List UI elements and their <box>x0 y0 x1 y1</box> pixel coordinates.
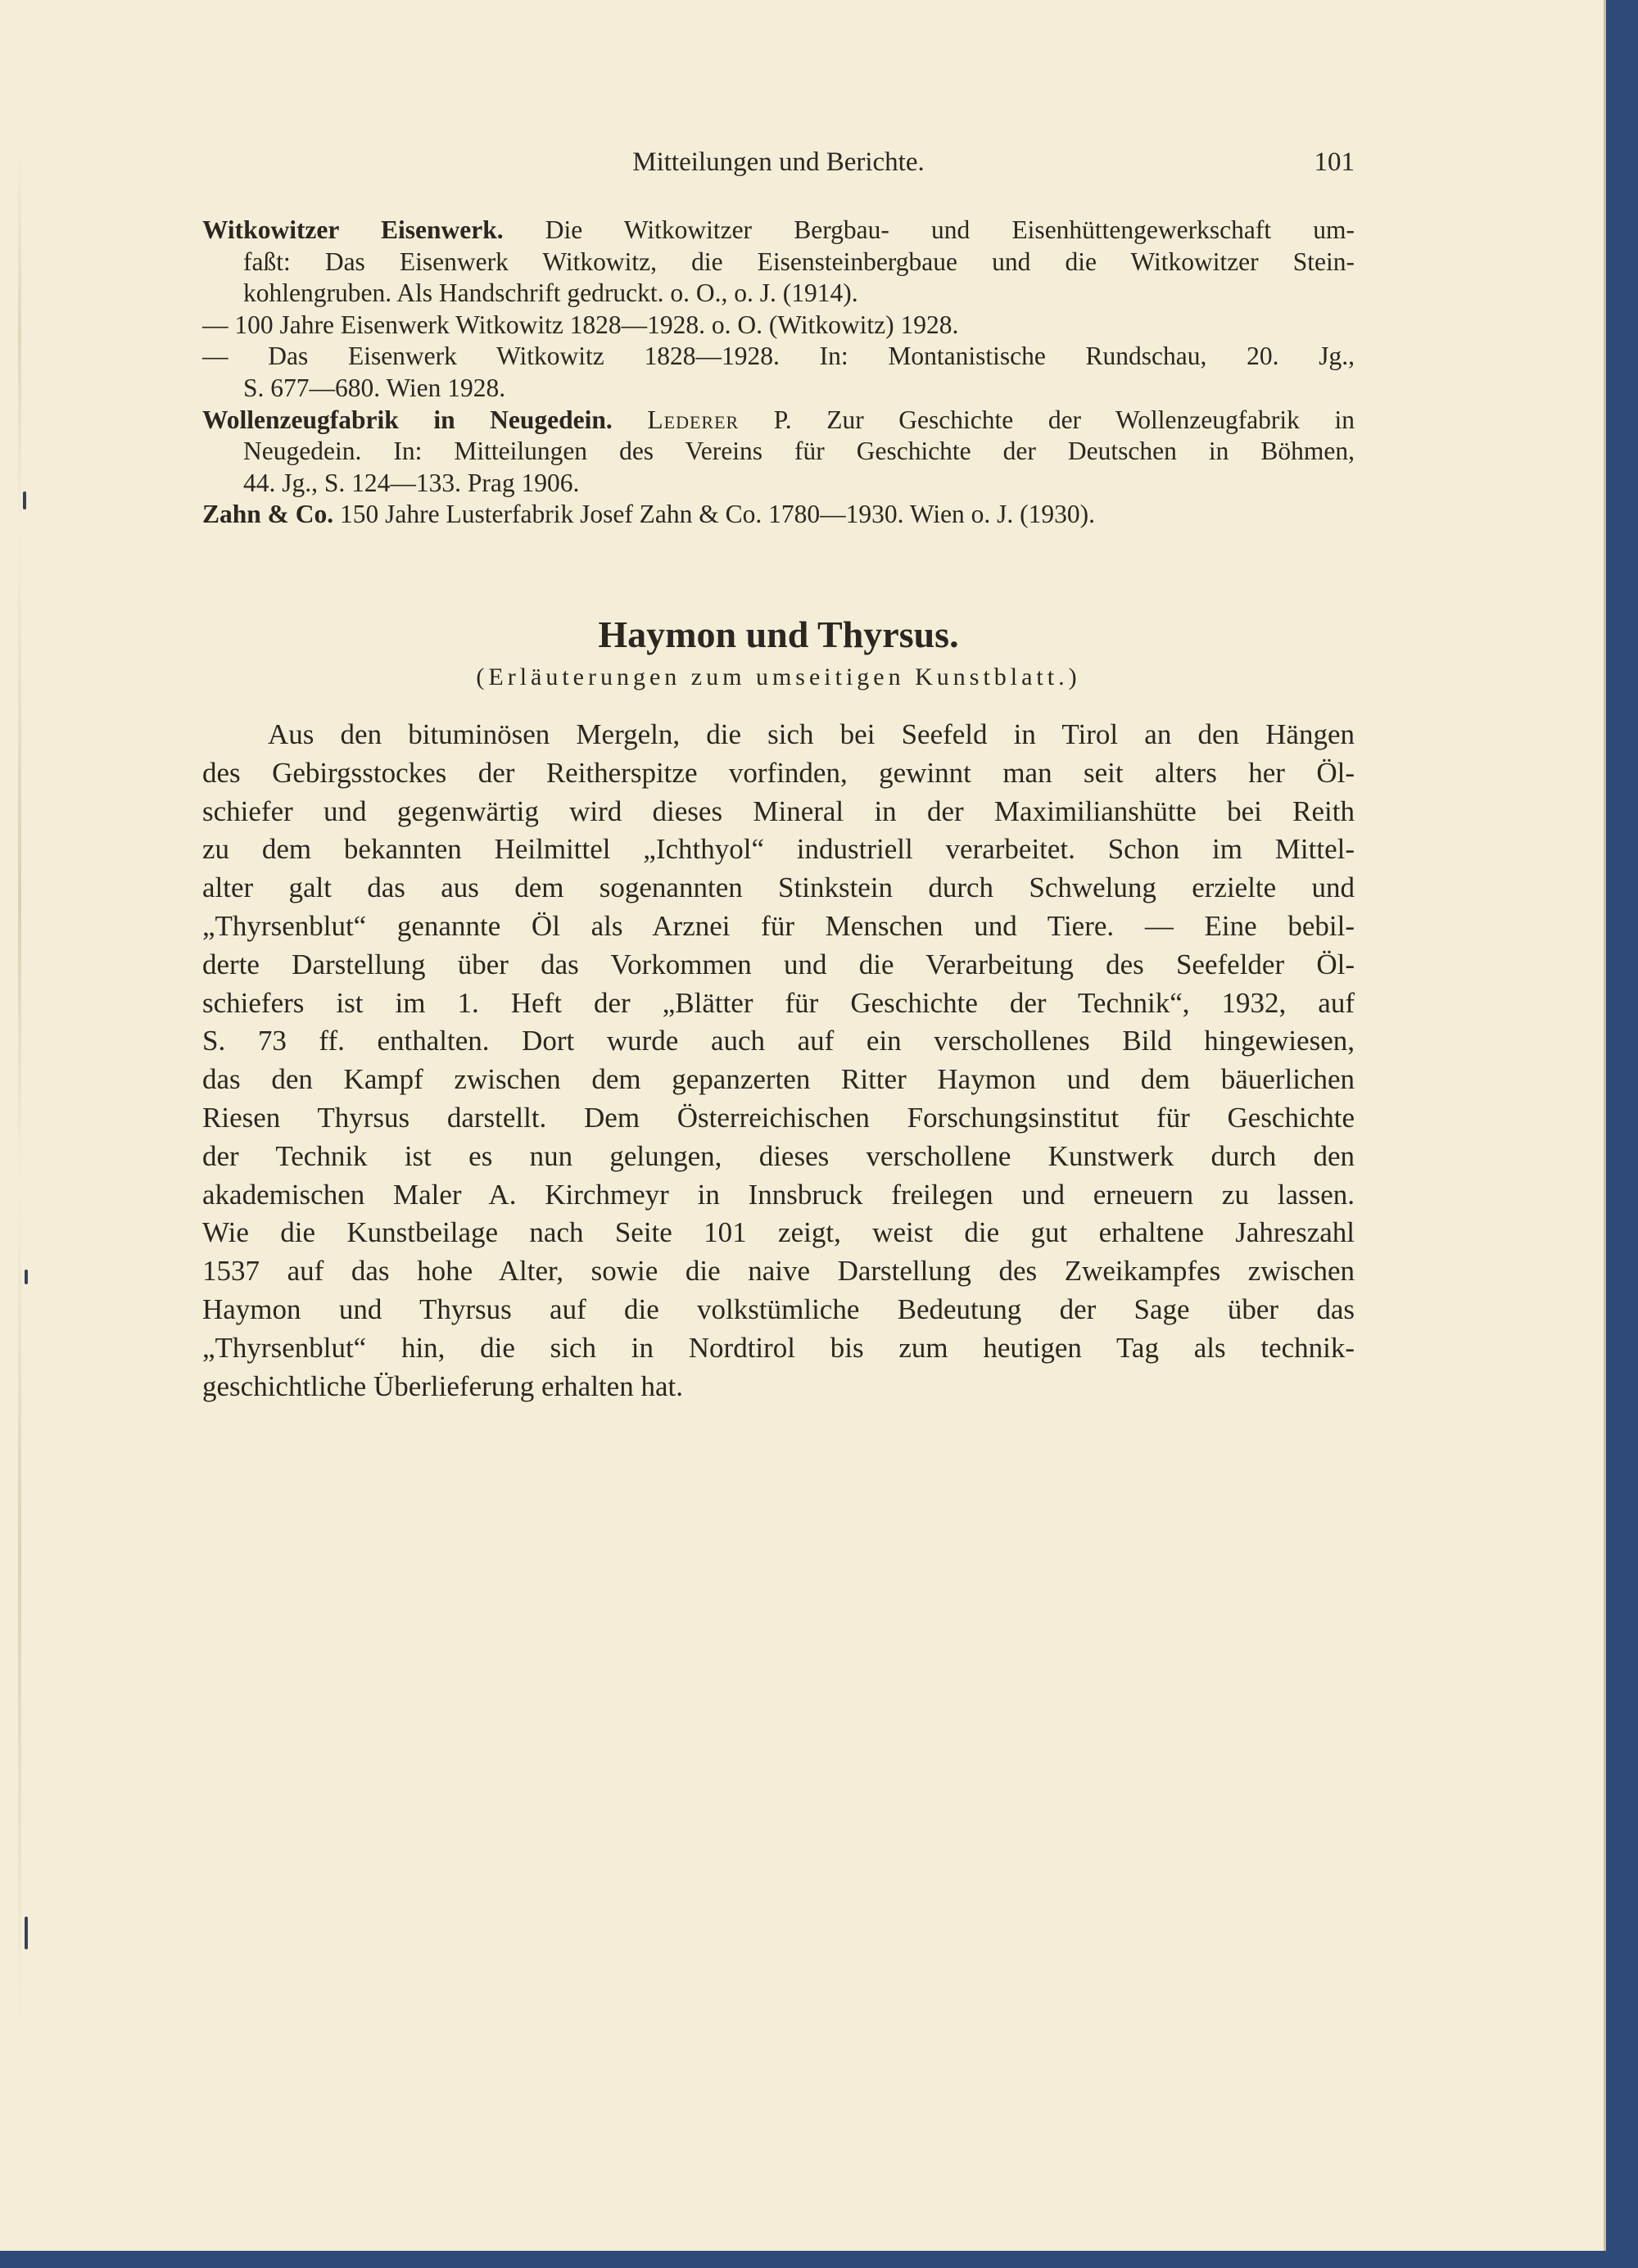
paragraph-line: „Thyrsenblut“ genannte Öl als Arznei für Menschen und Tiere. — Eine bebil- <box>202 909 1355 942</box>
entry-text: P. Zur Geschichte der Wollenzeugfabrik in <box>739 405 1355 434</box>
bibliography-entry <box>202 405 1355 500</box>
entry-line <box>202 341 1355 373</box>
paragraph-line: Haymon und Thyrsus auf die volkstümliche Bedeutung der Sage über das <box>202 1292 1355 1325</box>
binding-mark <box>25 1917 28 1949</box>
binding-mark <box>25 1270 28 1284</box>
entry-text: 100 Jahre Eisenwerk Witkowitz 1828—1928. o. O. (Witkowitz) 1928. <box>234 310 959 339</box>
article-title: Haymon und Thyrsus. <box>598 613 959 655</box>
paragraph-line: zu dem bekannten Heilmittel „Ichthyol“ industriell verarbeitet. Schon im Mittel- <box>202 833 1355 866</box>
entry-text: kohlengruben. Als Handschrift gedruckt. o. O., o. J. (1914). <box>243 278 858 308</box>
bibliography-entry <box>202 215 1355 310</box>
paragraph-line: das den Kampf zwischen dem gepanzerten Ritter Haymon und dem bäuerlichen <box>202 1063 1355 1096</box>
entry-line <box>202 499 1355 531</box>
paragraph-line: Aus den bituminösen Mergeln, die sich bei Seefeld in Tirol an den Hängen <box>268 718 1355 750</box>
paragraph-line: schiefers ist im 1. Heft der „Blätter für Geschichte der Technik“, 1932, auf <box>202 986 1355 1019</box>
paragraph-line: „Thyrsenblut“ hin, die sich in Nordtirol bis zum heutigen Tag als technik- <box>202 1331 1355 1364</box>
entry-line <box>202 436 1355 468</box>
entry-text: S. 677—680. Wien 1928. <box>243 373 506 402</box>
paragraph-line: alter galt das aus dem sogenannten Stinkstein durch Schwelung erzielte und <box>202 871 1355 904</box>
paragraph-line: Riesen Thyrsus darstellt. Dem Österreichischen Forschungsinstitut für Geschichte <box>202 1101 1355 1134</box>
entry-line <box>202 278 1355 310</box>
paragraph-line: 1537 auf das hohe Alter, sowie die naive Darstellung des Zweikampfes zwischen <box>202 1255 1355 1288</box>
binding-edge <box>18 147 21 2031</box>
paragraph-line: der Technik ist es nun gelungen, dieses verschollene Kunstwerk durch den <box>202 1139 1355 1172</box>
entry-text: Das Eisenwerk Witkowitz 1828—1928. In: Montanistische Rundschau, 20. Jg., <box>268 342 1355 371</box>
entry-text: 150 Jahre Lusterfabrik Josef Zahn & Co. 1780—1930. Wien o. J. (1930). <box>333 500 1096 529</box>
entry-line <box>202 468 1355 500</box>
entry-text: Die Witkowitzer Bergbau- und Eisenhüttengewerkschaft um- <box>503 215 1355 244</box>
paragraph-line: schiefer und gegenwärtig wird dieses Mineral in der Maximilianshütte bei Reith <box>202 794 1355 827</box>
article-subtitle: (Erläuterungen zum umseitigen Kunstblatt.) <box>476 663 1081 690</box>
dash-marker: — <box>202 342 269 371</box>
paragraph-line: S. 73 ff. enthalten. Dort wurde auch auf ein verschollenes Bild hingewiesen, <box>202 1025 1355 1057</box>
entry-text: Neugedein. In: Mitteilungen des Vereins für Geschichte der Deutschen in Böhmen, <box>243 437 1355 466</box>
article-paragraph <box>202 716 1355 1406</box>
binding-mark <box>23 491 26 509</box>
entry-text: 44. Jg., S. 124—133. Prag 1906. <box>243 468 580 497</box>
bibliography-entry <box>202 310 1355 342</box>
bibliography-entry <box>202 341 1355 404</box>
entry-label: Wollenzeugfabrik in Neugedein. <box>202 405 613 434</box>
entry-text: faßt: Das Eisenwerk Witkowitz, die Eisensteinbergbaue und die Witkowitzer Stein- <box>243 247 1355 276</box>
paragraph-line: Wie die Kunstbeilage nach Seite 101 zeigt, weist die gut erhaltene Jahreszahl <box>202 1216 1355 1249</box>
bibliography-list <box>202 215 1355 531</box>
entry-line <box>202 373 1355 405</box>
paragraph-line: des Gebirgsstockes der Reitherspitze vorfinden, gewinnt man seit alters her Öl- <box>202 756 1355 789</box>
space <box>613 405 648 434</box>
entry-line <box>202 405 1355 437</box>
paragraph-line: geschichtliche Überlieferung erhalten hat. <box>202 1369 683 1402</box>
paragraph-line: akademischen Maler A. Kirchmeyr in Innsbruck freilegen und erneuern zu lassen. <box>202 1178 1355 1211</box>
entry-line <box>202 247 1355 278</box>
running-header <box>202 147 1355 188</box>
entry-author: Lederer <box>647 405 740 434</box>
page-number: 101 <box>1314 147 1355 177</box>
bibliography-entry <box>202 499 1355 531</box>
entry-line <box>202 310 1355 342</box>
dash-marker: — <box>202 310 235 339</box>
paragraph-line: derte Darstellung über das Vorkommen und die Verarbeitung des Seefelder Öl- <box>202 948 1355 980</box>
entry-line <box>202 215 1355 247</box>
running-title: Mitteilungen und Berichte. <box>632 147 925 177</box>
entry-label: Zahn & Co. <box>202 500 334 529</box>
entry-label: Witkowitzer Eisenwerk. <box>202 215 504 244</box>
